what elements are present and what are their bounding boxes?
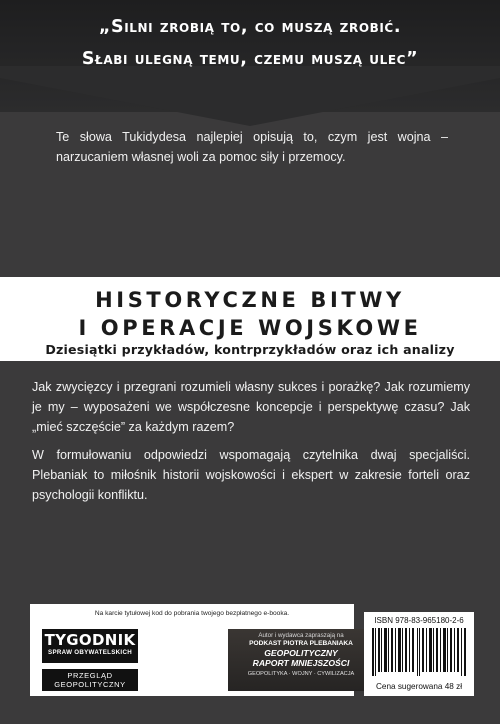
title-band — [0, 277, 500, 361]
przeglad-logo-line-2: GEOPOLITYCZNY — [54, 680, 126, 689]
body-paragraph-1: Jak zwycięzcy i przegrani rozumieli własny sukces i porażkę? Jak rozumiemy je my – wyposażeni we współczesne koncepcje i perspektywę czasu? Jak „mieć szczęście” za każdym razem? — [32, 380, 470, 434]
book-title-line-1: HISTORYCZNE BITWY — [95, 288, 405, 312]
tygodnik-logo — [42, 629, 138, 663]
podcast-tags: GEOPOLITYKA · WOJNY · CYWILIZACJA — [247, 671, 355, 677]
isbn-block — [364, 612, 474, 696]
publisher-panel — [30, 604, 354, 696]
podcast-name-2: RAPORT MNIEJSZOŚCI — [252, 658, 350, 668]
tygodnik-logo-subtitle: SPRAW OBYWATELSKICH — [48, 649, 132, 656]
podcast-name-1: GEOPOLITYCZNY — [264, 648, 338, 658]
book-title-line-2: I OPERACJE WOJSKOWE — [78, 316, 422, 340]
tygodnik-logo-title: TYGODNIK — [44, 631, 136, 649]
podcast-invite: Autor i wydawca zapraszają na — [258, 632, 344, 639]
book-subtitle: Dziesiątki przykładów, kontrprzykładów oraz ich analizy — [45, 342, 455, 357]
price-label: Cena sugerowana 48 zł — [375, 682, 463, 691]
body-paragraph-2: W formułowaniu odpowiedzi wspomagają czytelnika dwaj specjaliści. Plebaniak to miłośnik historii wojskowości i ekspert w zakresie forteli oraz psychologii konfliktu. — [32, 448, 470, 502]
barcode-icon — [372, 628, 466, 676]
ebook-note: Na karcie tytułowej kod do pobrania twojego bezpłatnego e-booka. — [94, 610, 290, 617]
quote-line-1: „Silni zrobią to, co muszą zrobić. — [98, 17, 402, 37]
przeglad-logo-line-1: PRZEGLĄD — [67, 671, 113, 680]
intro-paragraph: Te słowa Tukidydesa najlepiej opisują to, czym jest wojna – narzucaniem własnej woli za pomoc siły i przemocy. — [56, 130, 448, 164]
podcast-banner — [228, 629, 374, 691]
quote-line-2: Słabi ulegną temu, czemu muszą ulec” — [81, 49, 419, 69]
chevron-divider — [0, 66, 500, 126]
podcast-title: PODKAST PIOTRA PLEBANIAKA — [249, 640, 353, 647]
przeglad-logo — [42, 669, 138, 691]
isbn-label: ISBN 978-83-965180-2-6 — [374, 616, 464, 625]
